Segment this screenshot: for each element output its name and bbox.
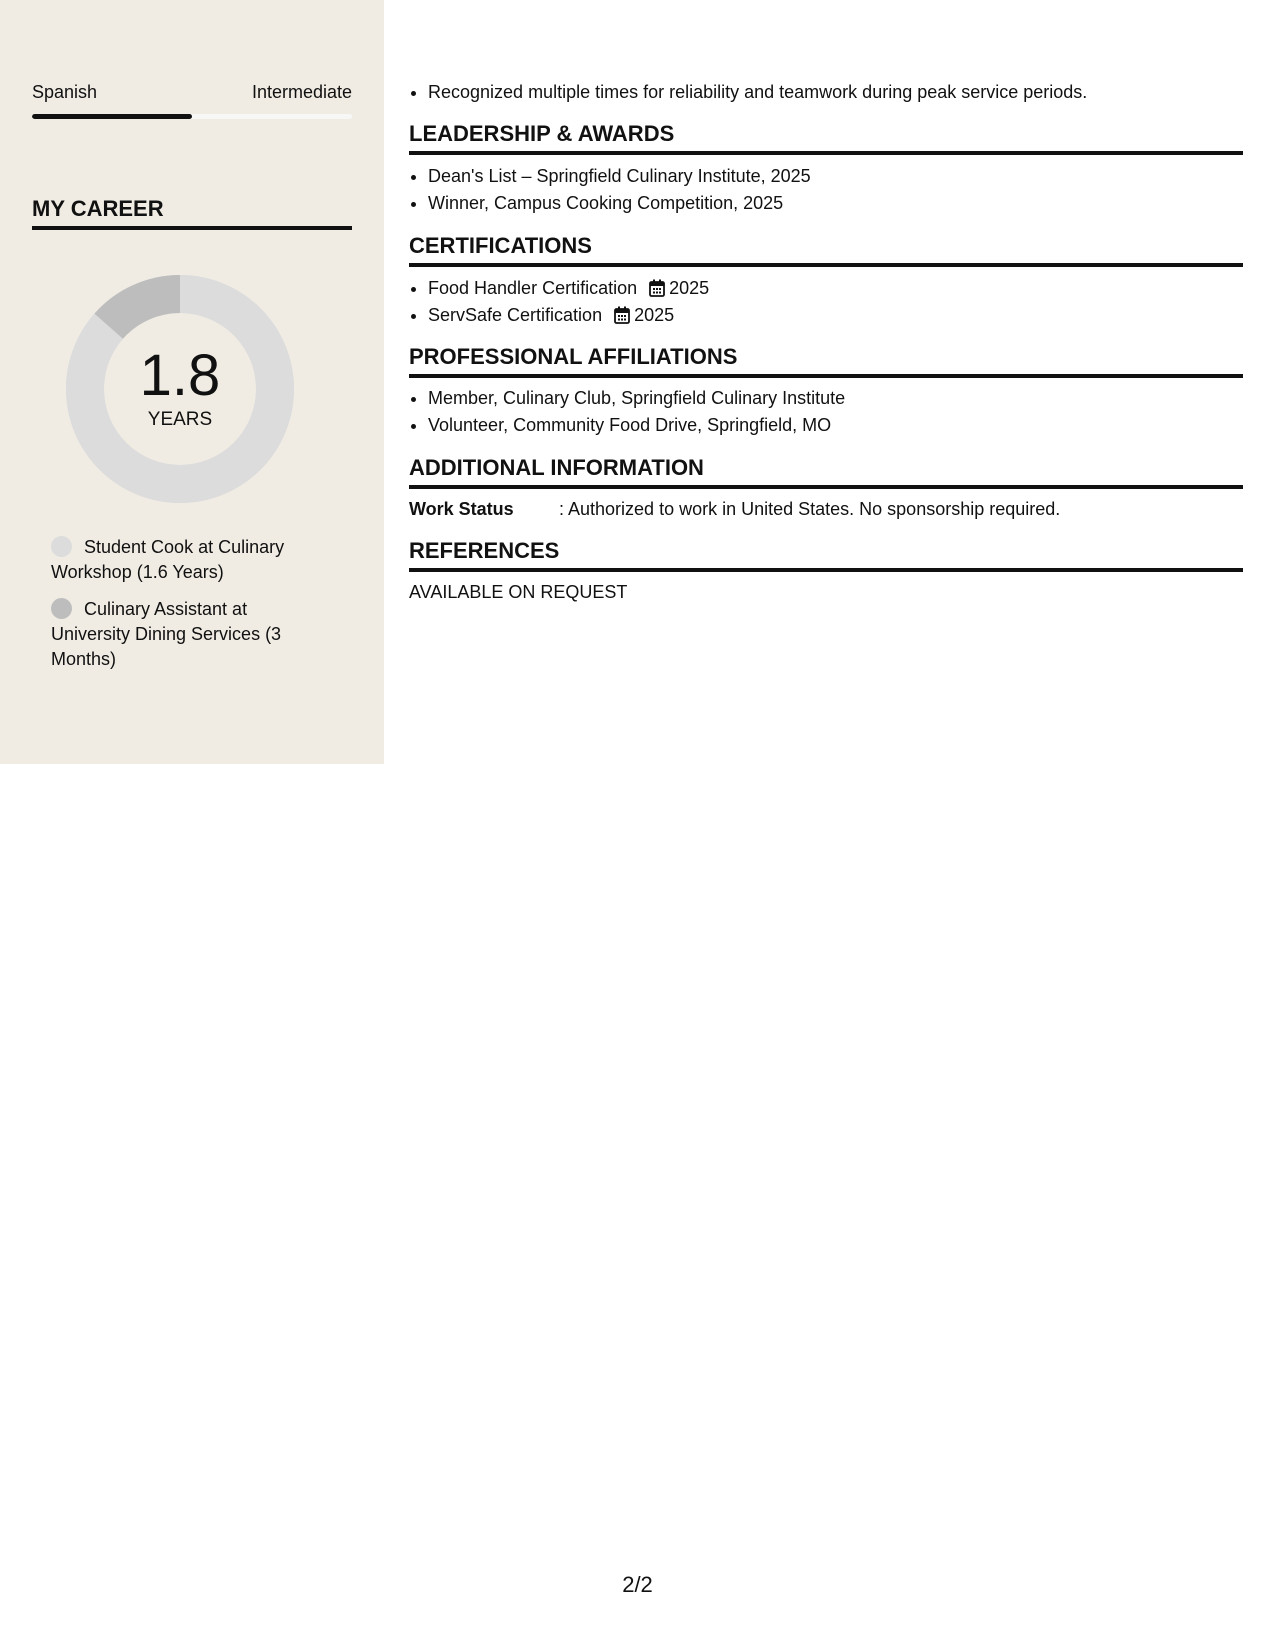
references-heading: REFERENCES (409, 538, 1243, 572)
leadership-heading: LEADERSHIP & AWARDS (409, 121, 1243, 155)
language-proficiency-bar (32, 114, 352, 119)
language-proficiency-fill (32, 114, 192, 119)
legend-label: Culinary Assistant at University Dining Services (3 Months) (51, 599, 282, 669)
career-heading: MY CAREER (32, 196, 352, 230)
language-name: Spanish (32, 82, 98, 102)
references-text: AVAILABLE ON REQUEST (409, 582, 628, 602)
experience-bullet-list (409, 79, 1262, 106)
leadership-list (409, 163, 1262, 217)
certifications-heading: CERTIFICATIONS (409, 233, 1243, 267)
page-number: 2/2 (622, 1572, 653, 1597)
certification-year: 2025 (669, 278, 710, 298)
career-total-value: 1.8 (139, 343, 221, 408)
donut-segment (109, 294, 180, 326)
work-status-value: : Authorized to work in United States. No sponsorship required. (559, 499, 1061, 519)
sidebar (0, 0, 384, 764)
list-item (428, 302, 1262, 329)
list-item (428, 275, 1262, 302)
list-item: • Dean's List – Springfield Culinary Institute, 2025 (428, 163, 1262, 190)
legend-dot (51, 536, 72, 557)
legend-dot (51, 598, 72, 619)
certification-name: Food Handler Certification (428, 278, 638, 298)
calendar-icon (614, 306, 630, 324)
list-item: • Winner, Campus Cooking Competition, 2025 (428, 190, 1262, 217)
career-total-unit: YEARS (147, 409, 213, 430)
affiliations-list (409, 385, 1262, 439)
list-item: • Recognized multiple times for reliability and teamwork during peak service periods. (428, 79, 1262, 106)
language-level: Intermediate (251, 82, 352, 102)
career-legend-item (51, 535, 311, 585)
language-row (32, 82, 352, 103)
certification-name: ServSafe Certification (428, 305, 603, 325)
work-status-label: Work Status (409, 499, 514, 519)
work-status-row (409, 496, 1243, 523)
list-item: • Member, Culinary Club, Springfield Culinary Institute (428, 385, 1262, 412)
calendar-icon (649, 279, 665, 297)
list-item: • Volunteer, Community Food Drive, Springfield, MO (428, 412, 1262, 439)
certification-year: 2025 (634, 305, 675, 325)
legend-label: Student Cook at Culinary Workshop (1.6 Years) (51, 537, 285, 582)
certifications-list (409, 275, 1262, 329)
affiliations-heading: PROFESSIONAL AFFILIATIONS (409, 344, 1243, 378)
career-legend-item (51, 597, 311, 672)
additional-info-heading: ADDITIONAL INFORMATION (409, 455, 1243, 489)
